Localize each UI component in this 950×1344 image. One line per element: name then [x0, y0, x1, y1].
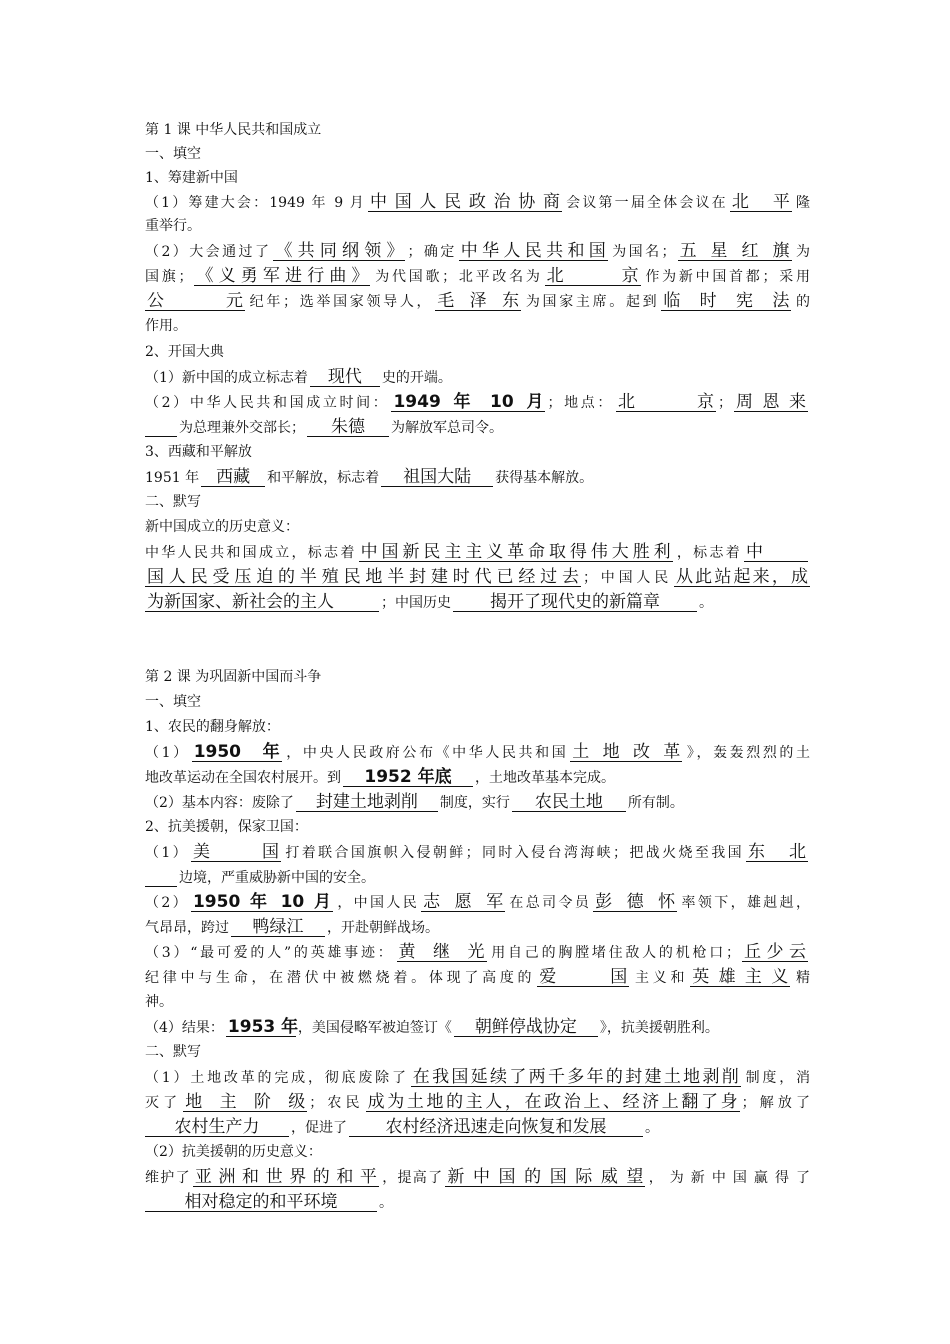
lesson1-section1-heading: 1、筹建新中国	[145, 170, 238, 186]
lesson1-line-w1	[145, 543, 810, 562]
lesson1-line-p3	[145, 368, 810, 387]
text: 为代国歌；北平改名为	[372, 269, 543, 285]
answer-blank: 中国人民政治协商	[369, 192, 560, 212]
text: 。	[645, 1120, 659, 1136]
text: （1）筹建大会：1949 年 9 月	[145, 195, 366, 211]
text: ；确定	[407, 244, 457, 260]
lesson2-line-p1b	[145, 768, 810, 787]
text: ， 为 新 中 国 赢 得 了	[647, 1170, 811, 1186]
text: ；	[718, 395, 732, 411]
lesson1-line-p1a	[145, 193, 810, 212]
text: 史的开端。	[381, 370, 452, 386]
text: 作为新中国首都；采用	[642, 269, 811, 285]
lesson2-line-p6	[145, 1018, 810, 1037]
lesson1-line-p5	[145, 468, 810, 487]
answer-blank: 农民土地	[512, 793, 626, 812]
text: （1）新中国的成立标志着	[145, 370, 308, 386]
lesson1-section2-heading: 2、开国大典	[145, 344, 224, 360]
answer-blank: 从此站起来，成	[676, 567, 808, 587]
lesson1-line-p1b: 重举行。	[145, 218, 201, 234]
text: ，开赴朝鲜战场。	[327, 920, 439, 936]
answer-blank: 成为土地的主人，在政治上、经济上翻了身	[367, 1092, 738, 1112]
text: 国旗；	[145, 269, 193, 285]
lesson2-line-w2a	[145, 1168, 810, 1187]
lesson2-write2-title: （2）抗美援朝的历史意义：	[145, 1144, 322, 1160]
text: 制度，实行	[439, 795, 510, 811]
lesson1-write-title: 新中国成立的历史意义：	[145, 519, 299, 535]
text: ，提高了	[380, 1170, 444, 1186]
lesson2-section2-heading: 2、抗美援朝，保家卫国：	[145, 819, 308, 835]
lesson2-line-p1a	[145, 743, 810, 762]
answer-blank: 彭德怀	[595, 892, 676, 912]
answer-blank: 为新国家、新社会的主人	[145, 593, 379, 612]
text: 为解放军总司令。	[391, 420, 503, 436]
lesson2-line-p4a	[145, 893, 810, 912]
answer-blank: 美国	[193, 842, 280, 862]
answer-blank: 相对稳定的和平环境	[145, 1193, 377, 1212]
lesson1-line-p2a	[145, 242, 810, 261]
text: 气昂昂，跨过	[145, 920, 229, 936]
answer-blank: 现代	[310, 368, 380, 387]
text: ；解放了	[741, 1095, 810, 1111]
lesson2-line-p3a	[145, 843, 810, 862]
answer-blank: 中国新民主主义革命取得伟大胜利	[360, 542, 671, 562]
lesson2-line-p4b	[145, 918, 810, 937]
lesson1-line-p2b	[145, 267, 810, 286]
text: ，中央人民政府公布《中华人民共和国	[283, 745, 569, 761]
text: 纪律中与生命，在潜伏中被燃烧着。体现了高度的	[145, 970, 536, 986]
answer-blank: 农村生产力	[145, 1118, 289, 1137]
answer-blank: 揭开了现代史的新篇章	[453, 593, 697, 612]
text: （2）大会通过了	[145, 244, 272, 260]
answer-blank: 《义勇军进行曲》	[196, 266, 369, 286]
text: （3）“最可爱的人”的英雄事迹：	[145, 945, 395, 961]
lesson2-line-w1c	[145, 1118, 810, 1137]
answer-blank: 五星红旗	[679, 241, 790, 261]
text: 会议第一届全体会议在	[563, 195, 728, 211]
text: 中华人民共和国成立，标志着	[145, 545, 357, 561]
text: 所有制。	[627, 795, 684, 811]
text: 用自己的胸膛堵住敌人的机枪口；	[488, 945, 740, 961]
lesson1-line-p4a	[145, 393, 810, 412]
text: （1）	[145, 845, 190, 861]
answer-blank: 新中国的国际威望	[447, 1167, 644, 1187]
text: 边境，严重威胁新中国的安全。	[179, 870, 375, 886]
text: （2）	[145, 895, 189, 911]
text: 。	[699, 595, 713, 611]
text: 为国名；	[609, 244, 676, 260]
answer-blank: 北京	[618, 392, 714, 412]
text: ，中国人民	[334, 895, 420, 911]
lesson2-section1-heading: 1、农民的翻身解放：	[145, 719, 280, 735]
answer-blank	[145, 868, 177, 887]
text: （1）	[145, 745, 190, 761]
text: （2）基本内容：废除了	[145, 795, 294, 811]
text: 率领下，雄赳赳，	[679, 895, 810, 911]
text: 》，抗美援朝胜利。	[599, 1020, 719, 1036]
answer-blank: 国人民受压迫的半殖民地半封建时代已经过去	[147, 567, 579, 587]
text: ，美国侵略军被迫签订《	[297, 1020, 452, 1036]
answer-blank: 1950 年	[193, 742, 280, 762]
answer-blank: 英雄主义	[692, 967, 789, 987]
lesson1-line-p2d: 作用。	[145, 318, 187, 334]
lesson1-line-p4b	[145, 418, 810, 437]
answer-blank: 北平	[731, 192, 790, 212]
text: 地改革运动在全国农村展开。到	[145, 770, 341, 786]
answer-blank: 东北	[748, 842, 806, 862]
text: 制度，消	[742, 1070, 810, 1086]
answer-blank: 志愿军	[423, 892, 504, 912]
text: 。	[379, 1195, 393, 1211]
answer-blank: 封建土地剥削	[296, 793, 438, 812]
lesson2-line-p5a	[145, 943, 810, 962]
answer-blank: 西藏	[201, 468, 265, 487]
text: 的	[793, 294, 811, 310]
lesson2-line-p2	[145, 793, 810, 812]
answer-blank: 毛泽东	[437, 291, 520, 311]
text: ，促进了	[291, 1120, 347, 1136]
answer-blank: 亚洲和世界的和平	[194, 1167, 377, 1187]
answer-blank: 农村经济迅速走向恢复和发展	[349, 1118, 643, 1137]
text: 主义和	[631, 970, 689, 986]
answer-blank: 丘少云	[744, 942, 806, 962]
answer-blank: 在我国延续了两千多年的封建土地剥削	[412, 1067, 739, 1087]
text: 获得基本解放。	[495, 470, 594, 486]
answer-blank: 《共同纲领》	[275, 241, 404, 261]
text: 纪年；选举国家领导人，	[247, 294, 434, 310]
lesson1-line-w2	[145, 568, 810, 587]
lesson1-section3-heading: 3、西藏和平解放	[145, 444, 252, 460]
text: ；地点：	[547, 395, 614, 411]
answer-blank: 祖国大陆	[381, 468, 493, 487]
text: 为总理兼外交部长；	[179, 420, 305, 436]
text: 维护了	[145, 1170, 191, 1186]
answer-blank: 1953 年	[227, 1017, 299, 1037]
lesson2-line-p5b	[145, 968, 810, 987]
lesson2-line-w1b	[145, 1093, 810, 1112]
text: 灭了	[145, 1095, 182, 1111]
text: （4）结果：	[145, 1020, 224, 1036]
answer-blank: 朱德	[307, 418, 389, 437]
answer-blank: 临时宪法	[663, 291, 790, 311]
lesson2-write-heading: 二、默写	[145, 1044, 201, 1060]
text: （1）土地改革的完成，彻底废除了	[145, 1070, 409, 1086]
text: ，标志着	[674, 545, 743, 561]
text: 精	[792, 970, 811, 986]
answer-blank: 中	[744, 543, 808, 562]
answer-blank: 中华人民共和国	[460, 241, 606, 261]
answer-blank: 鸭绿江	[231, 918, 325, 937]
text: ；中国人民	[583, 570, 672, 586]
text: ；中国历史	[381, 595, 451, 611]
lesson1-title: 第 1 课 中华人民共和国成立	[145, 122, 322, 138]
answer-blank: 1949 年 10 月	[393, 392, 544, 412]
lesson2-line-w2b	[145, 1193, 810, 1212]
text: 和平解放，标志着	[267, 470, 380, 486]
answer-blank: 1950 年 10 月	[192, 892, 331, 912]
text: （2）中华人民共和国成立时间：	[145, 395, 390, 411]
text: 为国家主席。起到	[523, 294, 660, 310]
text: 》，轰轰烈烈的土	[684, 745, 811, 761]
text: 隆	[793, 195, 811, 211]
answer-blank: 1952 年底	[343, 768, 473, 787]
text: 为	[793, 244, 811, 260]
lesson2-line-p3b	[145, 868, 810, 887]
answer-blank: 地主阶级	[185, 1092, 306, 1112]
text: 1951 年	[145, 470, 200, 486]
answer-blank	[145, 418, 177, 437]
lesson1-fill-heading: 一、填空	[145, 146, 201, 162]
answer-blank: 黄继光	[398, 942, 485, 962]
lesson1-line-w3	[145, 593, 810, 612]
text: ，土地改革基本完成。	[475, 770, 615, 786]
answer-blank: 朝鲜停战协定	[454, 1018, 598, 1037]
lesson2-title: 第 2 课 为巩固新中国而斗争	[145, 669, 322, 685]
lesson1-line-p2c	[145, 292, 810, 311]
lesson2-line-w1a	[145, 1068, 810, 1087]
answer-blank: 周恩来	[736, 392, 806, 412]
text: 打着联合国旗帜入侵朝鲜；同时入侵台湾海峡；把战火烧至我国	[283, 845, 744, 861]
text: 在总司令员	[507, 895, 592, 911]
lesson1-write-heading: 二、默写	[145, 494, 201, 510]
answer-blank: 公元	[147, 291, 243, 311]
answer-blank: 爱国	[539, 967, 628, 987]
answer-blank: 土地改革	[572, 742, 681, 762]
lesson2-line-p5c: 神。	[145, 994, 173, 1010]
text: ；农民	[309, 1095, 364, 1111]
answer-blank: 北京	[546, 266, 639, 286]
lesson2-fill-heading: 一、填空	[145, 694, 201, 710]
